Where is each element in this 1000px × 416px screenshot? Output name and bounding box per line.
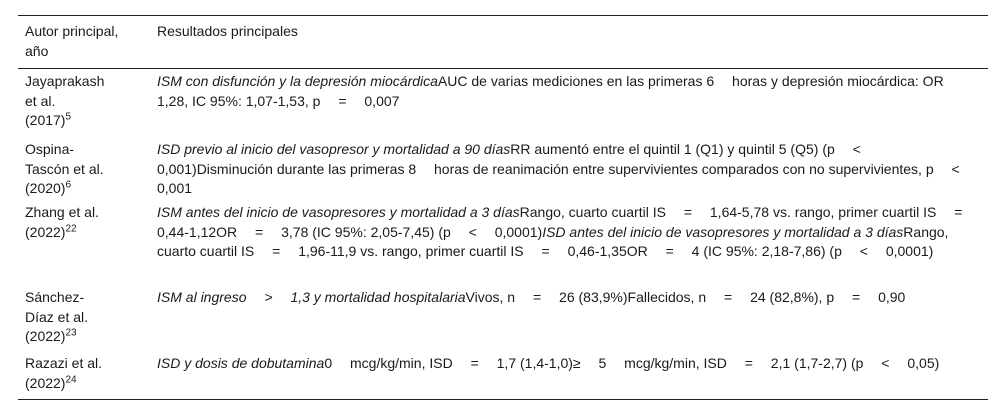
reference-number: 24 — [65, 373, 77, 385]
table-bottom-rule — [18, 399, 988, 400]
result-text: AUC de varias mediciones en las primeras 6 horas y depresión miocárdica: OR 1,28, IC 95%: 1,07-1,53, p = 0,007 — [157, 73, 944, 109]
author-name: Ospina- Tascón et al. (2020) — [25, 141, 104, 196]
result-text: Rango, cuarto cuartil IS = 1,96-11,9 vs. rango, primer cuartil IS = 0,46-1,35OR = 4 (IC 95%: 2,18-7,86) (p < 0,0001) — [157, 223, 949, 259]
reference-number: 23 — [65, 327, 77, 339]
table-row-author — [25, 354, 145, 393]
result-italic: ISM al ingreso > 1,3 y mortalidad hospitalaria — [157, 289, 466, 305]
reference-number: 22 — [65, 222, 77, 234]
header-rule — [18, 68, 988, 69]
table-row-results — [157, 140, 977, 199]
result-italic: ISD antes del inicio de vasopresores y mortalidad a 3 días — [542, 223, 904, 240]
result-italic: ISM con disfunción y la depresión miocárdica — [157, 73, 438, 89]
result-text: Rango, cuarto cuartil IS = 1,64-5,78 vs. rango, primer cuartil IS = 0,44-1,12OR = 3,78 (IC 95%: 2,05-7,45) (p < 0,0001) — [157, 204, 977, 240]
result-text: Vivos, n = 26 (83,9%)Fallecidos, n = 24 (82,8%), p = 0,90 — [465, 289, 906, 305]
result-italic: ISD y dosis de dobutamina — [157, 355, 325, 371]
reference-number: 6 — [65, 179, 72, 191]
result-italic: ISM antes del inicio de vasopresores y mortalidad a 3 días — [157, 204, 520, 220]
result-text: RR aumentó entre el quintil 1 (Q1) y quintil 5 (Q5) (p < 0,001)Disminución durante las primeras 8 horas de reanimación entre supervivientes comparados con no supervivientes, p < 0,001 — [157, 141, 974, 196]
table-top-rule — [18, 15, 988, 16]
table-row-results — [157, 72, 977, 111]
table-row-results — [157, 203, 977, 262]
reference-number: 5 — [65, 111, 72, 123]
result-text: 0 mcg/kg/min, ISD = 1,7 (1,4-1,0)≥ 5 mcg/kg/min, ISD = 2,1 (1,7-2,7) (p < 0,05) — [324, 355, 940, 371]
header-results: Resultados principales — [157, 23, 298, 39]
table-row-results — [157, 288, 977, 308]
header-author: Autor principal, año — [25, 23, 119, 59]
table-row-results — [157, 354, 977, 374]
author-name: Sánchez- Díaz et al. (2022) — [25, 289, 89, 344]
table-row-author — [25, 203, 145, 242]
result-italic: ISD previo al inicio del vasopresor y mortalidad a 90 días — [157, 141, 511, 157]
author-name: Razazi et al. (2022) — [25, 355, 103, 391]
author-name: Jayaprakash et al. (2017) — [25, 73, 105, 128]
table-row-author — [25, 288, 145, 347]
table-row-author — [25, 72, 145, 131]
table-row-author — [25, 140, 145, 199]
author-name: Zhang et al. (2022) — [25, 204, 99, 240]
